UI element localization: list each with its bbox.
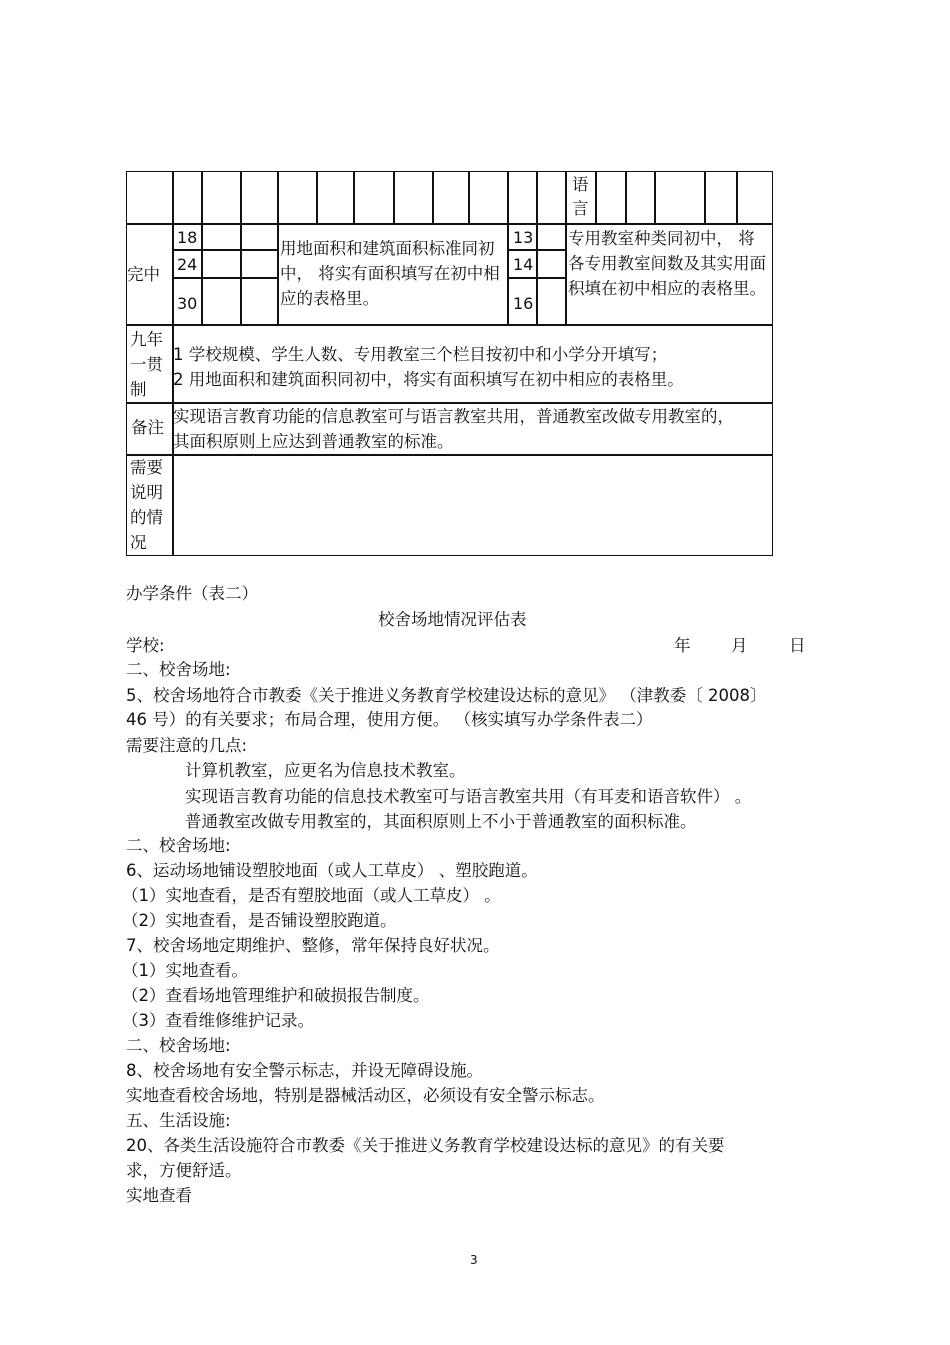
- table-cell: [654, 171, 706, 225]
- table-cell: [736, 171, 773, 225]
- table-cell: [432, 171, 470, 225]
- explanation-cell: [172, 454, 773, 556]
- page-number: 3: [470, 1253, 478, 1267]
- table-cell: [507, 277, 538, 326]
- table-cell: [240, 171, 279, 225]
- item-6: 6、运动场地铺设塑胶地面（或人工草皮） 、塑胶跑道。: [126, 861, 538, 880]
- item-8-detail: 实地查看校舍场地，特别是器械活动区，必须设有安全警示标志。: [126, 1086, 605, 1105]
- table-cell: [126, 171, 174, 225]
- special-room-note: [565, 223, 773, 326]
- note-line: 2 用地面积和建筑面积同初中，将实有面积填写在初中相应的表格里。: [173, 370, 684, 389]
- row-label-nine-year: [126, 324, 174, 404]
- table-cell: [507, 171, 538, 225]
- item-6-sub-2: （2）实地查看，是否铺设塑胶跑道。: [122, 911, 397, 930]
- table-cell: [595, 171, 627, 225]
- day-label: 日: [789, 636, 806, 655]
- table-cell: [536, 277, 567, 326]
- section-heading: 二、校舍场地:: [126, 1036, 231, 1055]
- item-7-sub-1: （1）实地查看。: [122, 961, 248, 980]
- row-label-explanation: [126, 454, 174, 556]
- value-cell: 14: [513, 255, 534, 274]
- row-label-wanzhong: [126, 223, 174, 326]
- row-label-text: 备注: [131, 418, 164, 437]
- table-cell: [536, 171, 567, 225]
- item-20-continued: 求，方便舒适。: [126, 1161, 242, 1180]
- table-cell: [536, 249, 567, 279]
- table-cell: [625, 171, 656, 225]
- table-cell: [201, 277, 242, 326]
- yuyan-label: 语 言: [572, 175, 589, 218]
- table-cell: [201, 249, 242, 279]
- row-label-text: 完中: [127, 265, 160, 284]
- note-text: 用地面积和建筑面积标准同初中， 将实有面积填写在初中相应的表格里。: [280, 239, 500, 308]
- item-8: 8、校舍场地有安全警示标志，并设无障碍设施。: [126, 1061, 483, 1080]
- table-cell: [393, 171, 434, 225]
- row-label-text: 需要 说明 的情 况: [130, 458, 163, 552]
- note-point-2: 实现语言教育功能的信息技术教室可与语言教室共用（有耳麦和语音软件） 。: [185, 787, 752, 806]
- year-label: 年: [674, 636, 691, 655]
- item-7-sub-3: （3）查看维修维护记录。: [122, 1011, 314, 1030]
- note-line: 1 学校规模、学生人数、专用教室三个栏目按初中和小学分开填写；: [173, 345, 668, 364]
- table-cell: [172, 249, 203, 279]
- item-6-sub-1: （1）实地查看，是否有塑胶地面（或人工草皮） 。: [122, 886, 501, 905]
- table-cell: [507, 249, 538, 279]
- notes-heading: 需要注意的几点:: [126, 736, 248, 755]
- remarks-note: [172, 402, 773, 456]
- table-cell: [240, 277, 279, 326]
- item-20: 20、各类生活设施符合市教委《关于推进义务教育学校建设达标的意见》的有关要: [126, 1136, 725, 1155]
- value-cell: 13: [513, 228, 534, 247]
- table-cell: [468, 171, 509, 225]
- table-cell: [201, 171, 242, 225]
- note-text: 专用教室种类同初中， 将各专用教室间数及其实用面积填在初中相应的表格里。: [568, 229, 766, 298]
- table-cell: [316, 171, 355, 225]
- note-point-1: 计算机教室，应更名为信息技术教室。: [185, 761, 466, 780]
- item-20-detail: 实地查看: [126, 1186, 192, 1205]
- table-cell: [353, 171, 395, 225]
- table-caption: 办学条件（表二）: [126, 584, 258, 603]
- area-standard-note: [277, 223, 509, 326]
- row-label-remarks: [126, 402, 174, 456]
- item-5-continued: 46 号）的有关要求；布局合理，使用方便。 （核实填写办学条件表二）: [126, 710, 653, 729]
- note-point-3: 普通教室改做专用教室的，其面积原则上不小于普通教室的面积标准。: [185, 812, 697, 831]
- item-7: 7、校舍场地定期维护、整修，常年保持良好状况。: [126, 936, 500, 955]
- table-cell: [704, 171, 738, 225]
- value-cell: 30: [177, 294, 198, 313]
- value-cell: 24: [177, 255, 198, 274]
- table-cell: [172, 223, 203, 251]
- table-cell: [240, 249, 279, 279]
- nine-year-note: [172, 324, 773, 404]
- table-cell: [201, 223, 242, 251]
- page-title: 校舍场地情况评估表: [378, 610, 527, 629]
- item-5: 5、校舍场地符合市教委《关于推进义务教育学校建设达标的意见》 （津教委〔 2008〕: [126, 686, 767, 705]
- value-cell: 18: [177, 228, 198, 247]
- table-cell: [172, 171, 203, 225]
- section-heading-5: 五、生活设施:: [126, 1111, 231, 1130]
- section-heading: 二、校舍场地:: [126, 660, 231, 679]
- table-cell-yuyan: [565, 171, 597, 225]
- value-cell: 16: [513, 294, 534, 313]
- row-label-text: 九年 一贯 制: [130, 330, 163, 399]
- table-cell: [536, 223, 567, 251]
- item-7-sub-2: （2）查看场地管理维护和破损报告制度。: [122, 986, 430, 1005]
- month-label: 月: [731, 636, 748, 655]
- table-cell: [277, 171, 318, 225]
- section-heading: 二、校舍场地:: [126, 836, 231, 855]
- table-cell: [172, 277, 203, 326]
- note-text: 实现语言教育功能的信息教室可与语言教室共用，普通教室改做专用教室的，其面积原则上应达到普通教室的标准。: [173, 407, 734, 451]
- school-label: 学校:: [126, 636, 165, 655]
- table-cell: [240, 223, 279, 251]
- table-cell: [507, 223, 538, 251]
